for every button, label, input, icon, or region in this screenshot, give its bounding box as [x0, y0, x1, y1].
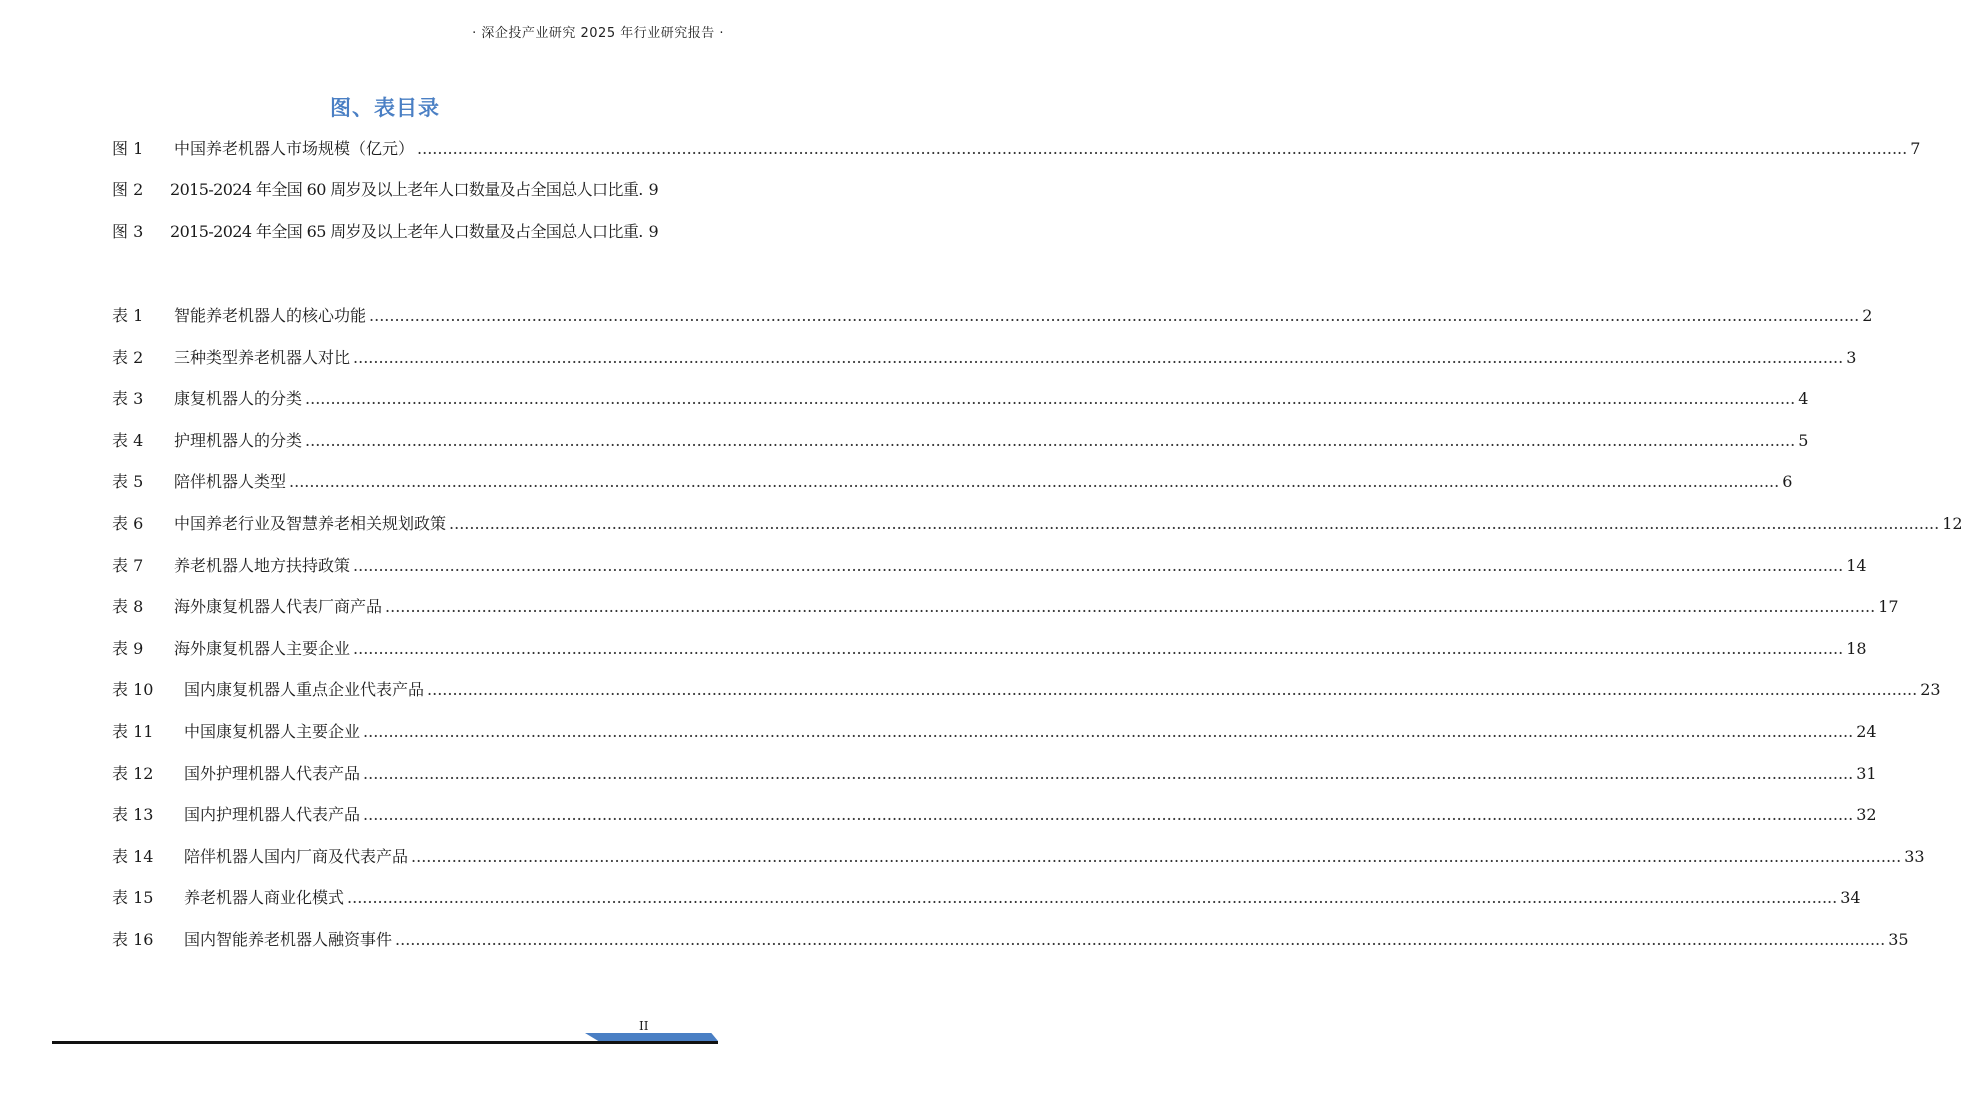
toc-entry-table-3[interactable] — [112, 386, 1809, 410]
toc-entry-table-11[interactable] — [112, 719, 1877, 743]
leader-dots — [449, 514, 1939, 533]
leader-dots — [385, 597, 1875, 616]
entry-title: 康复机器人的分类 — [174, 389, 303, 409]
entry-label: 表 15 — [112, 888, 154, 908]
leader-dots — [395, 930, 1885, 949]
toc-entry-table-14[interactable] — [112, 844, 1925, 868]
entry-title: 2015-2024 年全国 65 周岁及以上老年人口数量及占全国总人口比重 — [170, 222, 639, 241]
running-header: · 深企投产业研究 2025 年行业研究报告 · — [472, 26, 724, 41]
footer-accent-tab — [585, 1033, 718, 1041]
entry-label: 表 8 — [112, 597, 144, 617]
footer-rule — [52, 1041, 718, 1044]
leader-dots — [353, 348, 1843, 367]
entry-label: 表 14 — [112, 846, 154, 866]
entry-title: 国内护理机器人代表产品 — [184, 805, 361, 825]
entry-label: 图 1 — [112, 139, 144, 158]
toc-entry-figure-1[interactable] — [112, 136, 1921, 160]
entry-page: 4 — [1798, 389, 1809, 409]
entry-page: 18 — [1846, 638, 1867, 658]
toc-entry-table-8[interactable] — [112, 594, 1899, 618]
entry-title: 陪伴机器人类型 — [174, 472, 287, 492]
entry-page: 12 — [1942, 514, 1963, 533]
entry-title: 三种类型养老机器人对比 — [174, 347, 351, 367]
entry-label: 表 13 — [112, 805, 154, 825]
entry-title: 智能养老机器人的核心功能 — [174, 306, 367, 325]
entry-title: 护理机器人的分类 — [174, 430, 303, 450]
page-number: II — [639, 1019, 649, 1033]
entry-title: 中国康复机器人主要企业 — [184, 722, 361, 741]
leader-dots — [347, 888, 1837, 907]
leader-dots — [305, 389, 1795, 408]
entry-title: 国内康复机器人重点企业代表产品 — [184, 680, 425, 700]
entry-title: 海外康复机器人代表厂商产品 — [174, 597, 383, 617]
entry-title: 海外康复机器人主要企业 — [174, 638, 351, 658]
entry-page: 35 — [1888, 930, 1909, 949]
entry-title: 中国养老行业及智慧养老相关规划政策 — [174, 514, 447, 533]
leader-dots — [411, 847, 1901, 866]
entry-label: 表 12 — [112, 763, 154, 783]
leader-dots — [363, 722, 1853, 741]
toc-entry-table-6[interactable] — [112, 511, 1963, 535]
leader-dots — [369, 306, 1859, 325]
entry-label: 表 2 — [112, 347, 144, 367]
entry-title: 2015-2024 年全国 60 周岁及以上老年人口数量及占全国总人口比重 — [170, 180, 639, 199]
entry-label: 表 1 — [112, 306, 144, 325]
toc-entry-table-15[interactable] — [112, 885, 1861, 909]
entry-page: 32 — [1856, 805, 1877, 825]
leader-dots — [417, 139, 1907, 158]
leader-dots — [353, 639, 1843, 658]
entry-page: 2 — [1862, 306, 1873, 325]
entry-page: . 9 — [638, 222, 659, 241]
entry-label: 表 6 — [112, 514, 144, 533]
entry-page: 17 — [1878, 597, 1899, 617]
entry-page: 6 — [1782, 472, 1793, 492]
entry-page: 7 — [1910, 139, 1921, 158]
leader-dots — [289, 472, 1779, 491]
entry-page: . 9 — [638, 180, 659, 199]
entry-label: 表 9 — [112, 638, 144, 658]
entry-label: 表 16 — [112, 930, 154, 949]
toc-entry-figure-3[interactable] — [112, 219, 666, 243]
entry-page: 23 — [1920, 680, 1941, 700]
entry-page: 3 — [1846, 347, 1857, 367]
toc-entry-table-16[interactable] — [112, 927, 1909, 951]
entry-label: 表 4 — [112, 430, 144, 450]
entry-label: 表 7 — [112, 555, 144, 575]
leader-dots — [363, 764, 1853, 783]
entry-title: 养老机器人商业化模式 — [184, 888, 345, 908]
entry-title: 养老机器人地方扶持政策 — [174, 555, 351, 575]
entry-page: 34 — [1840, 888, 1861, 908]
entry-title: 陪伴机器人国内厂商及代表产品 — [184, 846, 409, 866]
entry-page: 5 — [1798, 430, 1809, 450]
entry-page: 33 — [1904, 846, 1925, 866]
entry-title: 国内智能养老机器人融资事件 — [184, 930, 393, 949]
page-title: 图、表目录 — [330, 96, 440, 120]
toc-entry-table-10[interactable] — [112, 677, 1941, 701]
entry-label: 图 3 — [112, 222, 144, 241]
leader-dots — [305, 431, 1795, 450]
toc-entry-table-5[interactable] — [112, 469, 1793, 493]
entry-label: 表 5 — [112, 472, 144, 492]
entry-page: 14 — [1846, 555, 1867, 575]
entry-label: 表 10 — [112, 680, 154, 700]
toc-entry-table-9[interactable] — [112, 636, 1867, 660]
entry-page: 24 — [1856, 722, 1877, 741]
leader-dots — [363, 805, 1853, 824]
entry-title: 国外护理机器人代表产品 — [184, 763, 361, 783]
toc-entry-table-1[interactable] — [112, 303, 1873, 327]
entry-page: 31 — [1856, 763, 1877, 783]
toc-entry-table-7[interactable] — [112, 553, 1867, 577]
entry-label: 表 3 — [112, 389, 144, 409]
entry-label: 图 2 — [112, 180, 144, 199]
leader-dots — [353, 556, 1843, 575]
toc-entry-table-13[interactable] — [112, 802, 1877, 826]
entry-title: 中国养老机器人市场规模（亿元） — [174, 139, 415, 158]
toc-entry-figure-2[interactable] — [112, 177, 666, 201]
leader-dots — [427, 680, 1917, 699]
toc-entry-table-12[interactable] — [112, 761, 1877, 785]
toc-entry-table-4[interactable] — [112, 428, 1809, 452]
toc-entry-table-2[interactable] — [112, 345, 1857, 369]
entry-label: 表 11 — [112, 722, 154, 741]
